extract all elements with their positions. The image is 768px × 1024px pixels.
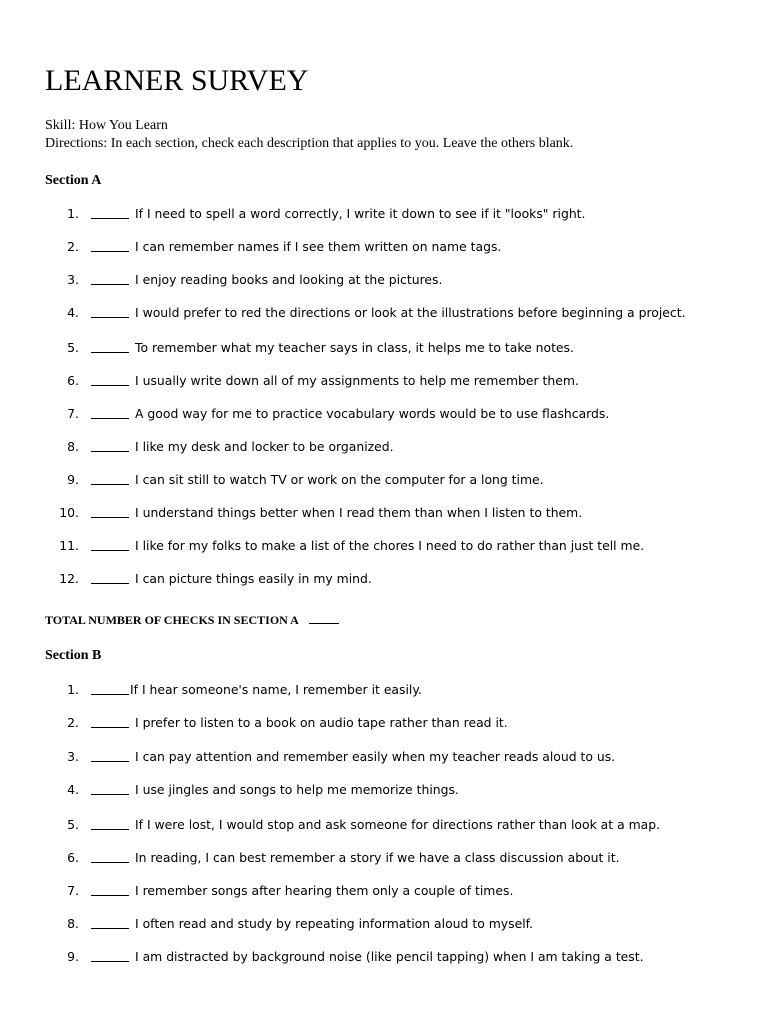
item-number: 8. [67, 439, 79, 454]
check-blank[interactable] [91, 961, 129, 962]
item-text: I use jingles and songs to help me memorize things. [135, 782, 459, 797]
check-blank[interactable] [91, 284, 129, 285]
section-a-item [0, 339, 768, 357]
item-text: I usually write down all of my assignments to help me remember them. [135, 373, 579, 388]
item-number: 1. [67, 682, 79, 697]
check-blank[interactable] [91, 451, 129, 452]
section-b-item [0, 915, 768, 933]
section-a-item [0, 238, 768, 256]
item-text: If I were lost, I would stop and ask someone for directions rather than look at a map. [135, 817, 661, 832]
item-number: 6. [67, 850, 79, 865]
item-text: I remember songs after hearing them only a couple of times. [135, 883, 514, 898]
section-b-item [0, 781, 768, 799]
item-text: I enjoy reading books and looking at the pictures. [135, 272, 443, 287]
check-blank[interactable] [91, 583, 129, 584]
item-number: 8. [67, 916, 79, 931]
item-number: 10. [59, 505, 79, 520]
directions-line: Directions: In each section, check each description that applies to you. Leave the others blank. [45, 136, 574, 151]
section-a-item [0, 471, 768, 489]
section-b-item [0, 681, 768, 699]
section-a-item [0, 438, 768, 456]
section-b-item [0, 948, 768, 966]
section-b-item [0, 882, 768, 900]
section-a-item [0, 405, 768, 423]
item-number: 11. [59, 538, 79, 553]
skill-line: Skill: How You Learn [45, 118, 168, 133]
item-text: I would prefer to red the directions or look at the illustrations before beginning a project. [135, 305, 686, 320]
item-number: 5. [67, 817, 79, 832]
check-blank[interactable] [91, 727, 129, 728]
check-blank[interactable] [91, 862, 129, 863]
section-a-item [0, 372, 768, 390]
section-a-heading: Section A [45, 173, 102, 188]
item-text: I like my desk and locker to be organized. [135, 439, 394, 454]
check-blank[interactable] [91, 484, 129, 485]
section-a-total-blank[interactable] [309, 612, 339, 624]
item-text: I prefer to listen to a book on audio tape rather than read it. [135, 715, 508, 730]
section-a-total [45, 612, 339, 628]
item-number: 4. [67, 782, 79, 797]
item-text: I can picture things easily in my mind. [135, 571, 372, 586]
item-number: 12. [59, 571, 79, 586]
check-blank[interactable] [91, 517, 129, 518]
item-number: 3. [67, 272, 79, 287]
page-title: LEARNER SURVEY [45, 64, 309, 97]
check-blank[interactable] [91, 694, 129, 695]
section-a-item [0, 205, 768, 223]
item-number: 1. [67, 206, 79, 221]
item-text: If I need to spell a word correctly, I write it down to see if it "looks" right. [135, 206, 586, 221]
section-b-item [0, 849, 768, 867]
check-blank[interactable] [91, 794, 129, 795]
check-blank[interactable] [91, 550, 129, 551]
item-text: A good way for me to practice vocabulary words would be to use flashcards. [135, 406, 610, 421]
item-text: I often read and study by repeating information aloud to myself. [135, 916, 534, 931]
item-number: 2. [67, 715, 79, 730]
item-number: 9. [67, 472, 79, 487]
check-blank[interactable] [91, 895, 129, 896]
check-blank[interactable] [91, 385, 129, 386]
item-number: 9. [67, 949, 79, 964]
item-number: 7. [67, 406, 79, 421]
section-b-heading: Section B [45, 648, 102, 663]
item-text: I am distracted by background noise (like pencil tapping) when I am taking a test. [135, 949, 644, 964]
check-blank[interactable] [91, 761, 129, 762]
section-a-item [0, 304, 768, 322]
section-b-item [0, 714, 768, 732]
check-blank[interactable] [91, 218, 129, 219]
item-number: 3. [67, 749, 79, 764]
item-text: In reading, I can best remember a story if we have a class discussion about it. [135, 850, 620, 865]
item-number: 6. [67, 373, 79, 388]
section-a-total-label: TOTAL NUMBER OF CHECKS IN SECTION A [45, 613, 299, 627]
check-blank[interactable] [91, 352, 129, 353]
item-text: I can remember names if I see them written on name tags. [135, 239, 502, 254]
item-text: If I hear someone's name, I remember it easily. [130, 682, 422, 697]
item-number: 4. [67, 305, 79, 320]
item-text: I can pay attention and remember easily when my teacher reads aloud to us. [135, 749, 616, 764]
item-text: I understand things better when I read them than when I listen to them. [135, 505, 583, 520]
check-blank[interactable] [91, 829, 129, 830]
section-a-item [0, 537, 768, 555]
item-number: 2. [67, 239, 79, 254]
check-blank[interactable] [91, 251, 129, 252]
item-number: 5. [67, 340, 79, 355]
check-blank[interactable] [91, 928, 129, 929]
section-b-item [0, 816, 768, 834]
section-a-item [0, 271, 768, 289]
section-a-item [0, 570, 768, 588]
item-text: I like for my folks to make a list of the chores I need to do rather than just tell me. [135, 538, 645, 553]
section-b-item [0, 748, 768, 766]
item-text: To remember what my teacher says in class, it helps me to take notes. [135, 340, 574, 355]
check-blank[interactable] [91, 418, 129, 419]
item-number: 7. [67, 883, 79, 898]
section-a-item [0, 504, 768, 522]
check-blank[interactable] [91, 317, 129, 318]
item-text: I can sit still to watch TV or work on the computer for a long time. [135, 472, 544, 487]
